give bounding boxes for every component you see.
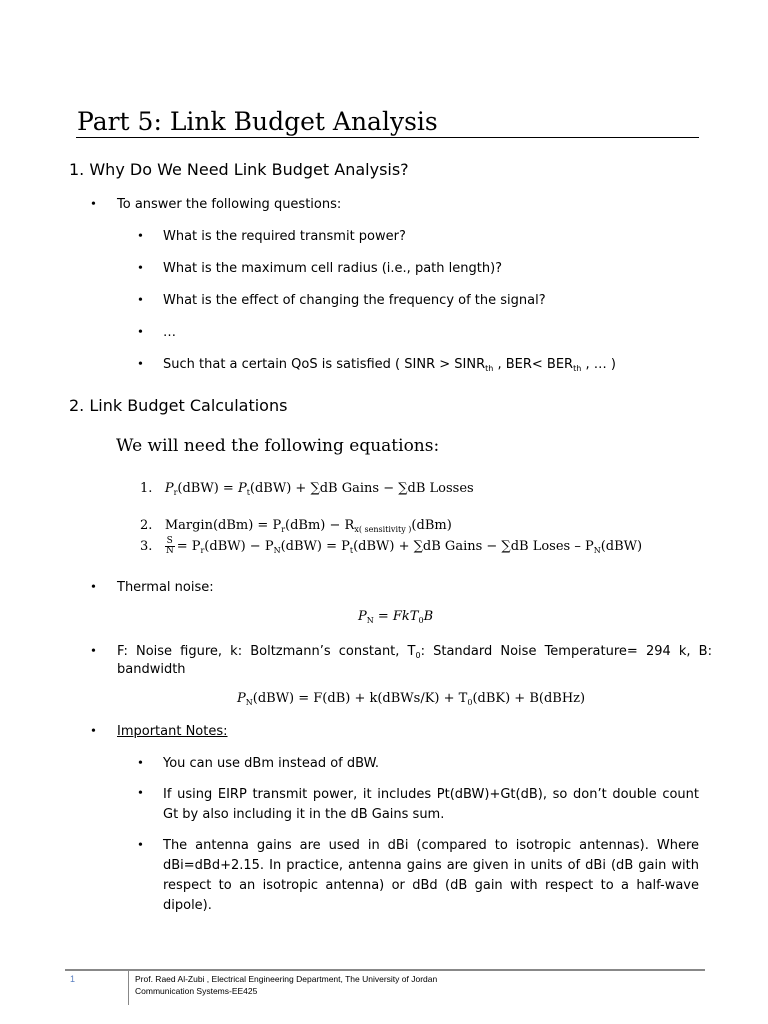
list-item: What is the effect of changing the frequency of the signal? (163, 293, 546, 308)
bullet-marker: • (138, 293, 143, 308)
footer-author: Prof. Raed Al-Zubi , Electrical Engineering Department, The University of Jordan (135, 974, 438, 984)
equation-1: 1. $P_r(dBW) = P_t(dBW) + \sum dB$ Gains − ∑dB Losses (140, 481, 474, 497)
thermal-noise-label: Thermal noise: (117, 580, 214, 595)
list-item: What is the maximum cell radius (i.e., path length)? (163, 261, 503, 276)
section1-bullet-text: To answer the following questions: (117, 197, 342, 212)
noise-definitions: F: Noise figure, k: Boltzmann’s constant, $T_0$: Standard Noise Temperature= 294 k, B: (117, 644, 712, 660)
footer-text (135, 973, 437, 997)
bullet-marker: • (91, 580, 96, 595)
snr-fraction: $\frac{S}{N}$ (165, 536, 174, 556)
bullet-marker: • (138, 786, 143, 801)
bullet-marker: • (138, 838, 143, 853)
important-notes-label: Important Notes: (117, 724, 228, 739)
list-item: What is the required transmit power? (163, 229, 406, 244)
noise-db-formula: $P_N(dBW) = F(dB)$ + k(dBWs/K) + $T_0(dBK)$ + B(dBHz) (237, 691, 586, 707)
equations-intro: We will need the following equations: (116, 436, 440, 456)
list-item: … (163, 325, 176, 340)
bullet-marker: • (138, 229, 143, 244)
bullet-marker: • (138, 325, 143, 340)
noise-definitions-cont: bandwidth (117, 662, 186, 677)
note-item: The antenna gains are used in dBi (compared to isotropic antennas). Where dBi=dBd+2.15. In practice, antenna gains are given in units of dBi (dB gain with respect to an isotropic antenna) or dBd (dB gain with respect to a half-wave dipole). (163, 838, 699, 913)
note-item: You can use dBm instead of dBW. (163, 756, 380, 771)
bullet-marker: • (138, 756, 143, 771)
equation-2: 2. Margin(dBm) = $P_r(dBm) - R_{x( sensitivity )}(dBm)$ (140, 518, 452, 534)
bullet-marker: • (138, 357, 143, 372)
bullet-marker: • (91, 724, 96, 739)
thermal-noise-formula: $P_N = FkT_0B$ (358, 609, 434, 625)
bullet-marker: • (91, 644, 96, 659)
footer-vertical-divider (128, 971, 129, 1005)
bullet-marker: • (91, 197, 96, 212)
page-title: Part 5: Link Budget Analysis (77, 107, 438, 136)
footer-divider (65, 969, 705, 971)
equation-3: 3. $\frac{S}{N}$ = $P_r(dBW) - P_N(dBW) = P_t(dBW) + \sum dB$ Gains − ∑dB Loses – $P_N(dBW)$ (140, 536, 643, 556)
section1-heading: 1. Why Do We Need Link Budget Analysis? (69, 160, 409, 179)
section2-heading: 2. Link Budget Calculations (69, 396, 288, 415)
page-number: 1 (70, 974, 76, 984)
bullet-marker: • (138, 261, 143, 276)
title-divider (76, 137, 699, 138)
footer-course: Communication Systems-EE425 (135, 986, 258, 996)
qos-condition: Such that a certain QoS is satisfied ( SINR > $SINR_{th}$ , $BER< BER_{th}$ , … ) (163, 357, 616, 373)
note-item: If using EIRP transmit power, it includes Pt(dBW)+Gt(dB), so don’t double count Gt by also including it in the dB Gains sum. (163, 787, 699, 822)
